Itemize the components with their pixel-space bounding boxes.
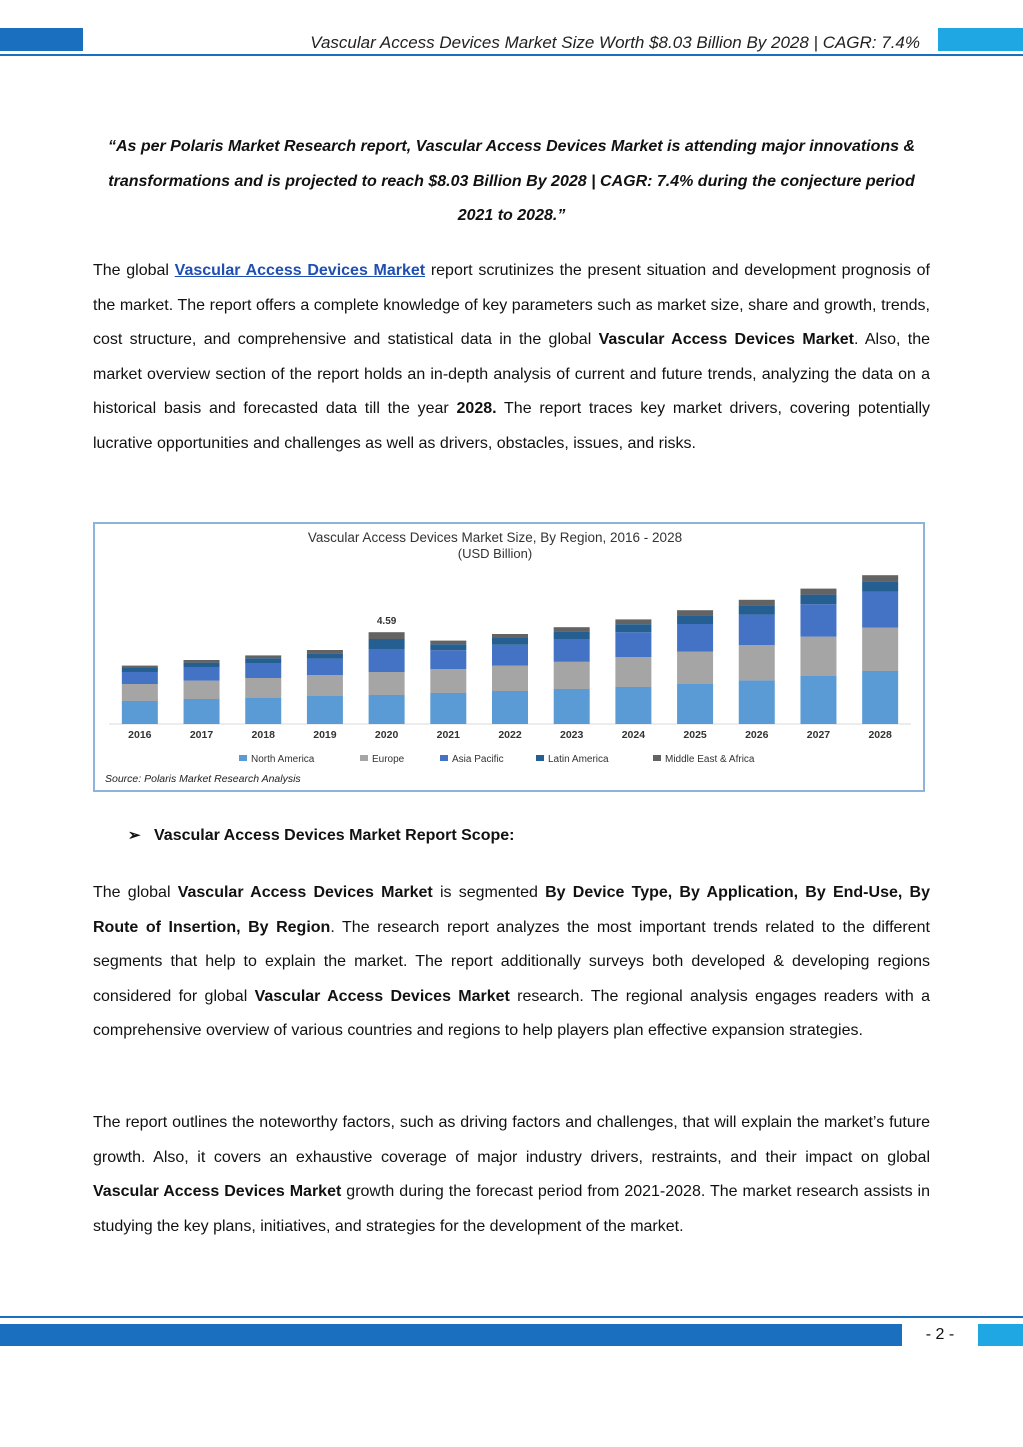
bar-segment [245, 655, 281, 658]
bold-run: By Device Type, By Application, By End-Use, By Route of Insertion, By Region [93, 884, 930, 936]
chart-canvas [95, 524, 923, 790]
bar-segment [307, 659, 343, 675]
text-run: The global [93, 884, 178, 901]
page-number: - 2 - [925, 1326, 955, 1343]
x-tick-label: 2022 [498, 729, 522, 741]
text-run: The report traces key market drivers, covering potentially lucrative opportunities and challenges as well as drivers, obstacles, issues, and risks. [93, 400, 930, 452]
header-rule [0, 54, 1023, 56]
x-tick-label: 2016 [128, 729, 152, 741]
bar-segment [122, 666, 158, 668]
bold-run: 2028. [456, 400, 497, 418]
bar-segment [800, 604, 836, 636]
bar-segment [307, 675, 343, 696]
bold-run: Vascular Access Devices Market [177, 884, 433, 901]
bar-segment [369, 639, 405, 649]
chart-source: Source: Polaris Market Research Analysis [105, 773, 301, 785]
bar-segment [554, 639, 590, 662]
bar-segment [245, 658, 281, 663]
legend-swatch [360, 755, 368, 761]
bar-segment [800, 676, 836, 724]
arrow-bullet-icon: ➢ [128, 827, 141, 844]
header-title: Vascular Access Devices Market Size Worth $8.03 Billion By 2028 | CAGR: 7.4% [310, 33, 920, 52]
x-tick-label: 2027 [806, 729, 831, 741]
text-run: The report outlines the noteworthy factors, such as driving factors and challenges, that will explain the market’s future growth. Also, it covers an exhaustive coverage of major industry drivers, restraints, and their impact on global [93, 1114, 930, 1166]
data-label: 4.59 [376, 616, 397, 628]
header-bar-left [0, 28, 83, 51]
bar-segment [554, 662, 590, 689]
bar-segment [800, 589, 836, 595]
chart-subtitle: (USD Billion) [457, 546, 533, 561]
bar-segment [554, 632, 590, 639]
text-run: . The research report analyzes the most important trends related to the different segments that help to explain the market. The report additionally surveys both developed & developing regions considered for global [93, 918, 931, 1005]
bar-segment [554, 689, 590, 724]
pull-quote: “As per Polaris Market Research report, Vascular Access Devices Market is attending major innovations & transformations and is projected to reach $8.03 Billion By 2028 | CAGR: 7.4% during the conjecture period 2021 to 2028.” [107, 138, 916, 224]
x-tick-label: 2021 [436, 729, 460, 741]
text-run: growth during the forecast period from 2021-2028. The market research assists in studying the key plans, initiatives, and strategies for the development of the market. [93, 1183, 931, 1235]
bar-segment [184, 699, 220, 724]
bar-segment [862, 575, 898, 581]
bold-run: Vascular Access Devices Market [93, 1183, 342, 1201]
bar-segment [184, 681, 220, 699]
bar-segment [184, 667, 220, 681]
bar-segment [430, 641, 466, 645]
text-run: . Also, the market overview section of the report holds an in-depth analysis of current and future trends, analyzing the data on a historical basis and forecasted data till the year [93, 331, 931, 418]
scope-heading [128, 826, 514, 845]
x-tick-label: 2023 [560, 729, 584, 741]
bar-segment [739, 605, 775, 614]
factors-paragraph [93, 1106, 930, 1244]
legend-label: Europe [372, 754, 405, 765]
footer-bar-left [0, 1324, 902, 1346]
bar-segment [862, 628, 898, 671]
bar-segment [430, 693, 466, 724]
x-tick-label: 2018 [251, 729, 275, 741]
legend-label: Middle East & Africa [665, 754, 755, 765]
text-run: The global [93, 262, 175, 279]
bar-segment [739, 680, 775, 724]
bar-segment [492, 666, 528, 691]
bar-segment [492, 691, 528, 724]
text-run: report scrutinizes the present situation and development prognosis of the market. The report offers a complete knowledge of key parameters such as market size, share and growth, trends, cost structure, and comprehensive and statistical data in the global [93, 262, 931, 349]
bar-segment [369, 695, 405, 724]
legend-swatch [239, 755, 247, 761]
legend-label: Latin America [548, 754, 609, 765]
chart-bars [109, 575, 911, 724]
bar-segment [430, 669, 466, 693]
bar-segment [430, 650, 466, 669]
bar-segment [677, 684, 713, 724]
x-tick-label: 2020 [374, 729, 399, 741]
bar-segment [677, 615, 713, 624]
bar-segment [245, 678, 281, 698]
bar-segment [862, 671, 898, 724]
segmentation-paragraph [93, 876, 930, 1049]
bar-segment [739, 615, 775, 645]
bar-segment [122, 668, 158, 672]
chart-title: Vascular Access Devices Market Size, By Region, 2016 - 2028 [307, 530, 683, 545]
bar-segment [122, 684, 158, 701]
bar-segment [307, 650, 343, 653]
bar-segment [677, 624, 713, 652]
legend-swatch [440, 755, 448, 761]
bold-run: Vascular Access Devices Market [254, 987, 510, 1005]
bar-segment [739, 600, 775, 606]
x-tick-label: 2024 [621, 729, 646, 741]
text-run: research. The regional analysis engages readers with a comprehensive overview of various countries and regions to help players plan effective expansion strategies. [93, 987, 931, 1040]
market-size-chart [93, 522, 925, 792]
scope-heading-text: Vascular Access Devices Market Report Scope: [154, 827, 515, 844]
bar-segment [800, 595, 836, 605]
x-tick-label: 2017 [189, 729, 214, 741]
bar-segment [369, 672, 405, 695]
bar-segment [430, 644, 466, 650]
bar-segment [369, 649, 405, 672]
bar-segment [369, 632, 405, 639]
bar-segment [492, 634, 528, 638]
footer-rule [0, 1316, 1023, 1318]
bar-segment [554, 627, 590, 631]
x-tick-label: 2026 [745, 729, 769, 741]
bar-segment [800, 637, 836, 676]
bar-segment [245, 663, 281, 678]
x-tick-label: 2028 [868, 729, 892, 741]
bar-segment [615, 632, 651, 657]
market-report-link[interactable]: Vascular Access Devices Market [174, 262, 426, 279]
bar-segment [615, 624, 651, 632]
intro-paragraph [93, 254, 930, 462]
bar-segment [184, 660, 220, 663]
header-bar-right [938, 28, 1023, 51]
bar-segment [245, 698, 281, 724]
chart-legend [239, 754, 755, 765]
bar-segment [862, 582, 898, 592]
legend-label: Asia Pacific [452, 754, 504, 765]
legend-swatch [536, 755, 544, 761]
bar-segment [307, 696, 343, 724]
text-run: is segmented [432, 884, 546, 901]
footer-bar-right [978, 1324, 1023, 1346]
x-tick-label: 2019 [313, 729, 337, 741]
legend-label: North America [251, 754, 315, 765]
chart-x-ticks [128, 729, 892, 741]
bold-run: Vascular Access Devices Market [598, 331, 854, 349]
bar-segment [184, 663, 220, 667]
bar-segment [862, 592, 898, 628]
bar-segment [122, 672, 158, 684]
bar-segment [492, 645, 528, 666]
bar-segment [307, 653, 343, 658]
bar-segment [615, 619, 651, 624]
x-tick-label: 2025 [683, 729, 707, 741]
bar-segment [739, 645, 775, 680]
legend-swatch [653, 755, 661, 761]
bar-segment [492, 638, 528, 645]
bar-segment [615, 657, 651, 687]
bar-segment [615, 687, 651, 724]
bar-segment [677, 652, 713, 684]
bar-segment [677, 610, 713, 615]
bar-segment [122, 701, 158, 724]
